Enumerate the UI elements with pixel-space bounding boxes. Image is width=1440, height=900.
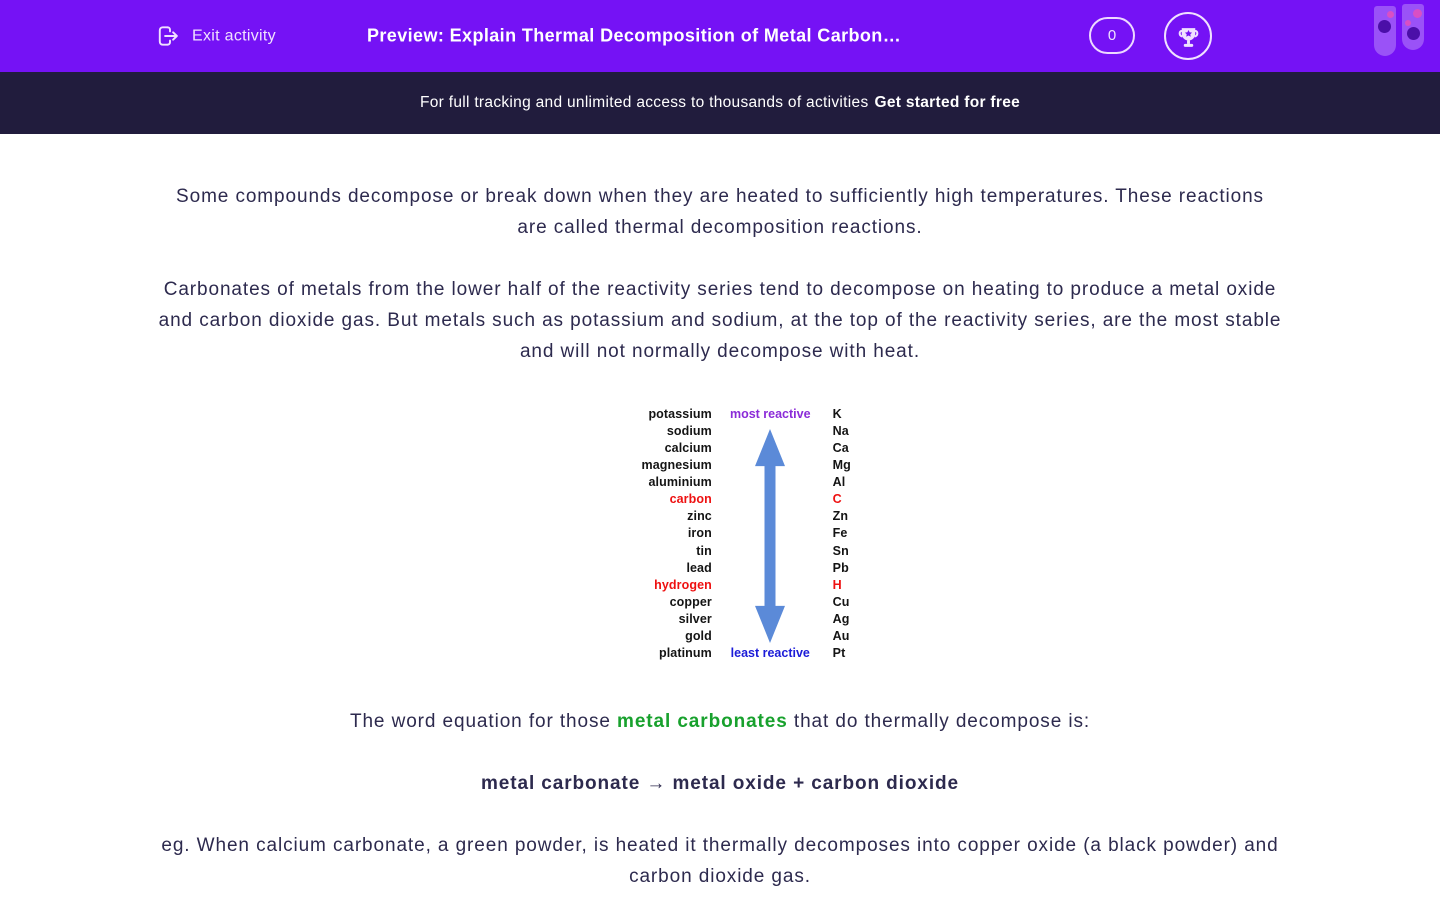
bubble: [1378, 20, 1391, 33]
equation-intro-pre: The word equation for those: [349, 711, 618, 732]
trophy-button[interactable]: [1164, 12, 1212, 60]
reactivity-element-name: magnesium: [641, 458, 712, 473]
reactivity-element-name: copper: [669, 594, 712, 609]
reactivity-element-symbol: Sn: [832, 543, 849, 558]
reactivity-element-name: carbon: [669, 492, 712, 507]
word-equation-intro: [0, 706, 1440, 737]
reactivity-element-name: potassium: [648, 407, 712, 421]
trophy-icon: [1175, 23, 1202, 50]
reactivity-element-symbol: Na: [832, 424, 849, 439]
exit-activity-button[interactable]: [148, 22, 282, 51]
exit-activity-label: Exit activity: [192, 27, 276, 44]
reactivity-element-symbol: Au: [832, 628, 850, 643]
test-tube-decoration-left: [1374, 6, 1396, 56]
reactivity-element-name: iron: [687, 526, 712, 541]
reactivity-element-name: platinum: [658, 645, 712, 660]
reactivity-element-symbol: Mg: [832, 458, 851, 473]
reactivity-element-symbol: Ca: [832, 441, 849, 456]
test-tube-decoration-right: [1402, 4, 1424, 50]
app-header: [0, 0, 1440, 72]
reactivity-element-name: zinc: [687, 509, 712, 524]
promo-banner: [0, 72, 1440, 134]
reactivity-element-name: sodium: [666, 424, 712, 439]
equation-intro-post: that do thermally decompose is:: [787, 711, 1091, 732]
reactivity-element-symbol: K: [832, 407, 842, 421]
reactivity-element-name: silver: [678, 611, 712, 626]
promo-text: For full tracking and unlimited access to thousands of activities: [419, 94, 869, 111]
reactivity-element-name: hydrogen: [654, 577, 712, 592]
page-title: Preview: Explain Thermal Decomposition of Metal Carbon…: [367, 25, 902, 46]
reactivity-element-name: calcium: [664, 441, 712, 456]
reactivity-element-symbol: Al: [832, 475, 846, 490]
reactivity-element-symbol: Zn: [832, 509, 849, 524]
reactivity-element-symbol: Fe: [832, 526, 848, 541]
reactivity-element-name: tin: [696, 543, 712, 558]
bubble: [1405, 20, 1411, 26]
example-paragraph: eg. When calcium carbonate, a green powder, is heated it thermally decomposes into copper oxide (a black powder) and carbon dioxide gas.: [161, 835, 1279, 887]
most-reactive-label: most reactive: [729, 407, 811, 421]
reactivity-names-column: [570, 406, 712, 662]
reactivity-arrow-column: [720, 406, 821, 662]
bubble: [1413, 9, 1422, 18]
least-reactive-label: least reactive: [730, 645, 810, 660]
score-badge: [1089, 17, 1135, 54]
reactivity-element-symbol: C: [832, 492, 842, 507]
get-started-link[interactable]: Get started for free: [874, 94, 1021, 111]
bubble: [1407, 27, 1420, 40]
intro-paragraph: Some compounds decompose or break down when they are heated to sufficiently high temperatures. These reactions are called thermal decomposition reactions.: [176, 186, 1264, 238]
reactivity-element-symbol: Pb: [832, 560, 849, 575]
activity-content: [0, 181, 1440, 892]
reactivity-series-diagram: [570, 406, 870, 662]
exit-icon: [154, 23, 181, 50]
reactivity-element-name: aluminium: [648, 475, 712, 490]
score-value: 0: [1107, 27, 1117, 44]
reactivity-element-symbol: Cu: [832, 594, 850, 609]
reactivity-symbols-column: [821, 406, 870, 662]
word-equation: metal carbonate → metal oxide + carbon dioxide: [480, 773, 959, 794]
reactivity-element-symbol: H: [832, 577, 842, 592]
bubble: [1387, 11, 1394, 18]
metal-carbonates-highlight: metal carbonates: [617, 711, 788, 732]
reactivity-element-name: gold: [685, 628, 712, 643]
reactivity-element-name: lead: [686, 560, 712, 575]
reactivity-arrow: [755, 429, 785, 643]
reactivity-element-symbol: Ag: [832, 611, 850, 626]
carbonates-paragraph: Carbonates of metals from the lower half of the reactivity series tend to decompose on heating to produce a metal oxide and carbon dioxide gas. But metals such as potassium and sodium, at the top of the reactivity series, are the most stable and will not normally decompose with heat.: [158, 279, 1282, 362]
reactivity-element-symbol: Pt: [832, 645, 846, 660]
